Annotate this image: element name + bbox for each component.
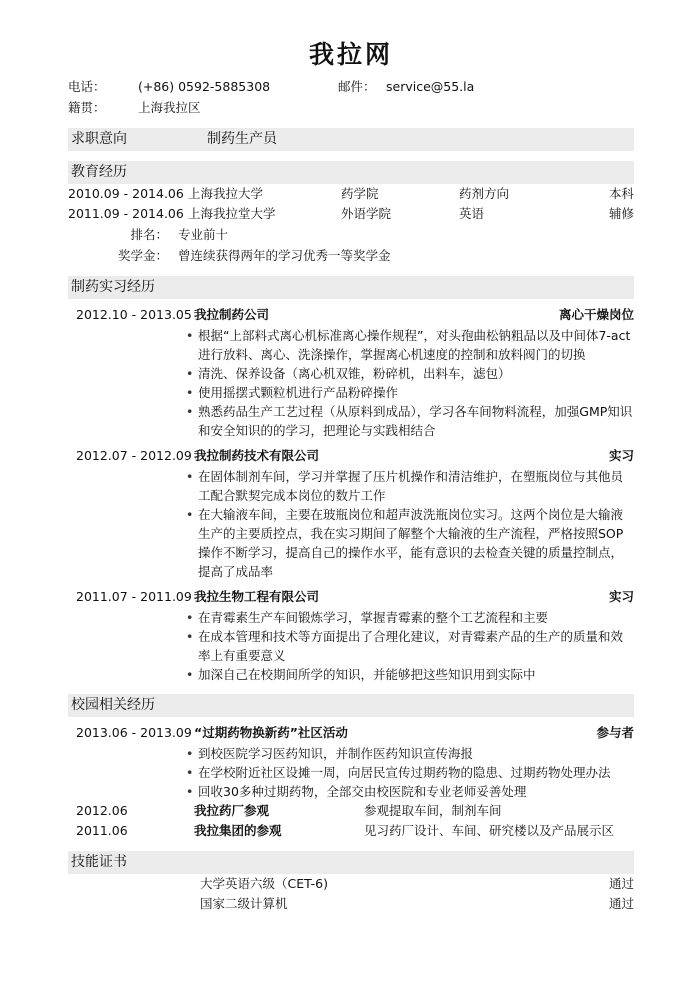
internship-heading: 制药实习经历 [71,279,155,295]
section-skills [68,851,634,874]
list-item: • 根据“上部料式离心机标准离心操作规程”，对头孢曲松钠粗品以及中间体7-act进行放料、离心、洗涤操作，掌握离心机速度的控制和放料阀门的切换 [186,326,634,364]
skill-row [68,894,634,914]
edu-college: 外语学院 [341,206,392,221]
edu-major: 英语 [459,206,485,221]
skill-status: 通过 [608,876,634,891]
section-internship [68,276,634,299]
visit-title: 我拉集团的参观 [194,823,282,838]
education-row [68,184,634,204]
skill-name: 国家二级计算机 [200,896,288,911]
email-label: 邮件： [338,79,376,94]
list-item: • 在大输液车间，主要在玻瓶岗位和超声波洗瓶岗位实习。这两个岗位是大输液生产的主要质控点，我在实习期间了解整个大输液的生产流程，严格按照SOP操作不断学习，提高自己的操作水平，能有意识的去检查关键的质量控制点，提高了成品率 [186,505,634,581]
section-education [68,161,634,184]
email-value: service@55.la [386,79,475,94]
job-bullets [68,467,634,581]
edu-major: 药剂方向 [459,186,510,201]
visit-date: 2011.06 [76,823,128,838]
skill-name: 大学英语六级（CET-6) [200,876,328,891]
campus-visit-row [68,821,634,841]
job-bullets [68,326,634,440]
phone-value: (+86) 0592-5885308 [138,79,271,94]
job-role: 实习 [608,448,634,463]
campus-role: 参与者 [596,725,634,740]
edu-school: 上海我拉大学 [188,186,264,201]
list-item: • 使用摇摆式颗粒机进行产品粉碎操作 [186,383,634,402]
rank-value: 专业前十 [178,227,229,242]
job-company: 我拉制药公司 [194,307,270,322]
list-item: • 在学校附近社区设摊一周，向居民宣传过期药物的隐患、过期药物处理办法 [186,763,634,782]
list-item: • 清洗、保养设备（离心机双锥，粉碎机，出料车，滤包） [186,364,634,383]
job-bullets [68,608,634,684]
job-company: 我拉制药技术有限公司 [194,448,320,463]
edu-college: 药学院 [341,186,379,201]
edu-rank-row [68,224,634,245]
campus-heading: 校园相关经历 [71,697,155,713]
edu-date: 2010.09 - 2014.06 [68,186,184,201]
edu-date: 2011.09 - 2014.06 [68,206,184,221]
campus-visit-row [68,801,634,821]
list-item: • 在青霉素生产车间锻炼学习，掌握青霉素的整个工艺流程和主要 [186,608,634,627]
job-header [68,304,634,326]
job-date: 2011.07 - 2011.09 [76,589,192,604]
list-item: • 加深自己在校期间所学的知识，并能够把这些知识用到实际中 [186,665,634,684]
job-date: 2012.10 - 2013.05 [76,307,192,322]
edu-degree: 辅修 [608,206,634,221]
visit-title: 我拉药厂参观 [194,803,270,818]
phone-label: 电话： [68,79,106,94]
education-heading: 教育经历 [71,164,127,180]
edu-school: 上海我拉堂大学 [188,206,276,221]
skills-heading: 技能证书 [71,854,127,870]
list-item: • 到校医院学习医药知识，并制作医药知识宣传海报 [186,744,634,763]
objective-heading: 求职意向 [71,131,127,147]
award-label: 奖学金： [117,248,168,263]
list-item: • 在固体制剂车间，学习并掌握了压片机操作和清洁维护，在塑瓶岗位与其他员工配合默契完成本岗位的数片工作 [186,467,634,505]
job-role: 实习 [608,589,634,604]
job-date: 2012.07 - 2012.09 [76,448,192,463]
contact-row-1 [68,76,634,97]
job-header [68,445,634,467]
list-item: • 在成本管理和技术等方面提出了合理化建议，对青霉素产品的生产的质量和效率上有重要意义 [186,627,634,665]
award-value: 曾连续获得两年的学习优秀一等奖学金 [178,248,391,263]
campus-title: “过期药物换新药”社区活动 [194,725,348,740]
campus-bullets [68,744,634,801]
campus-date: 2013.06 - 2013.09 [76,725,192,740]
visit-desc: 参观提取车间，制剂车间 [364,803,502,818]
visit-desc: 见习药厂设计、车间、研究楼以及产品展示区 [364,823,615,838]
skill-row [68,874,634,894]
education-row [68,204,634,224]
list-item: • 熟悉药品生产工艺过程（从原料到成品），学习各车间物料流程，加强GMP知识和安全知识的的学习，把理论与实践相结合 [186,402,634,440]
candidate-name: 我拉网 [308,40,393,69]
hometown-label: 籍贯： [68,100,106,115]
rank-label: 排名： [130,227,168,242]
objective-value: 制药生产员 [207,131,277,147]
contact-row-2 [68,97,634,118]
edu-award-row [68,245,634,266]
section-objective [68,128,634,151]
visit-date: 2012.06 [76,803,128,818]
job-role: 离心干燥岗位 [558,307,634,322]
job-company: 我拉生物工程有限公司 [194,589,320,604]
section-campus [68,694,634,717]
edu-degree: 本科 [608,186,634,201]
skill-status: 通过 [608,896,634,911]
list-item: • 回收30多种过期药物，全部交由校医院和专业老师妥善处理 [186,782,634,801]
campus-activity-header [68,722,634,744]
hometown-value: 上海我拉区 [138,100,201,115]
job-header [68,586,634,608]
